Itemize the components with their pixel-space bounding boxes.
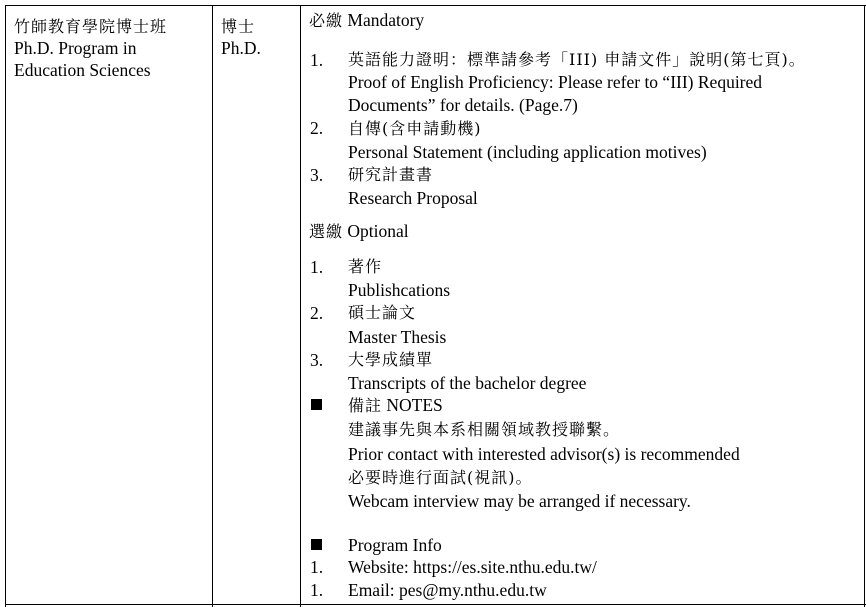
program-info-email: Email: pes@my.nthu.edu.tw — [348, 580, 547, 600]
optional-item-1-num: 1. — [310, 257, 324, 277]
mandatory-item-1-en-line2: Documents” for details. (Page.7) — [348, 95, 578, 115]
program-info-website-num: 1. — [310, 557, 324, 577]
mandatory-item-1-zh: 英語能力證明：標準請參考「III) 申請文件」說明(第七頁)。 — [348, 50, 806, 69]
notes-line1-zh: 建議事先與本系相關領域教授聯繫。 — [348, 420, 621, 439]
notes-heading-en: NOTES — [386, 395, 443, 415]
optional-item-3-en: Transcripts of the bachelor degree — [348, 373, 587, 393]
notes-bullet-icon — [311, 399, 322, 410]
optional-heading — [309, 220, 409, 243]
optional-item-1-en: Publishcations — [348, 280, 451, 300]
program-info-website: Website: https://es.site.nthu.edu.tw/ — [348, 557, 597, 577]
program-name-zh: 竹師教育學院博士班 — [14, 17, 168, 36]
program-name-en-line2: Education Sciences — [14, 60, 151, 80]
optional-item-3-num: 3. — [310, 350, 324, 370]
notes-line2-zh: 必要時進行面試(視訊)。 — [348, 468, 533, 487]
degree-zh: 博士 — [221, 17, 256, 36]
table-border-right — [864, 5, 865, 607]
mandatory-item-3-en: Research Proposal — [348, 188, 478, 208]
degree-en: Ph.D. — [221, 38, 261, 58]
notes-line1-en: Prior contact with interested advisor(s) is recommended — [348, 444, 740, 464]
optional-item-2-num: 2. — [310, 303, 324, 323]
optional-heading-zh: 選繳 — [309, 222, 344, 241]
mandatory-item-2-en: Personal Statement (including application motives) — [348, 142, 707, 162]
optional-item-2-en: Master Thesis — [348, 327, 447, 347]
optional-item-3-zh: 大學成績單 — [348, 350, 434, 369]
mandatory-heading — [309, 9, 424, 32]
mandatory-item-3-zh: 研究計畫書 — [348, 165, 434, 184]
program-info-email-num: 1. — [310, 580, 324, 600]
mandatory-heading-en: Mandatory — [347, 10, 425, 30]
program-info-bullet-icon — [311, 539, 322, 550]
program-name-cell — [6, 6, 212, 604]
optional-heading-en: Optional — [347, 221, 409, 241]
optional-item-1-zh: 著作 — [348, 257, 383, 276]
mandatory-item-1-num: 1. — [310, 50, 324, 70]
program-name-en-line1: Ph.D. Program in — [14, 38, 137, 58]
program-info-heading: Program Info — [348, 535, 442, 555]
documents-cell — [301, 6, 864, 604]
notes-line2-en: Webcam interview may be arranged if necessary. — [348, 491, 691, 511]
mandatory-heading-zh: 必繳 — [309, 11, 344, 30]
notes-heading-zh: 備註 — [348, 396, 383, 415]
notes-heading — [348, 394, 443, 417]
mandatory-item-2-num: 2. — [310, 118, 324, 138]
optional-item-2-zh: 碩士論文 — [348, 303, 417, 322]
degree-cell — [213, 6, 300, 604]
table-border-bottom — [5, 604, 866, 605]
mandatory-item-2-zh: 自傳(含申請動機) — [348, 119, 482, 138]
mandatory-item-1-en-line1: Proof of English Proficiency: Please refer to “III) Required — [348, 72, 763, 92]
mandatory-item-3-num: 3. — [310, 165, 324, 185]
